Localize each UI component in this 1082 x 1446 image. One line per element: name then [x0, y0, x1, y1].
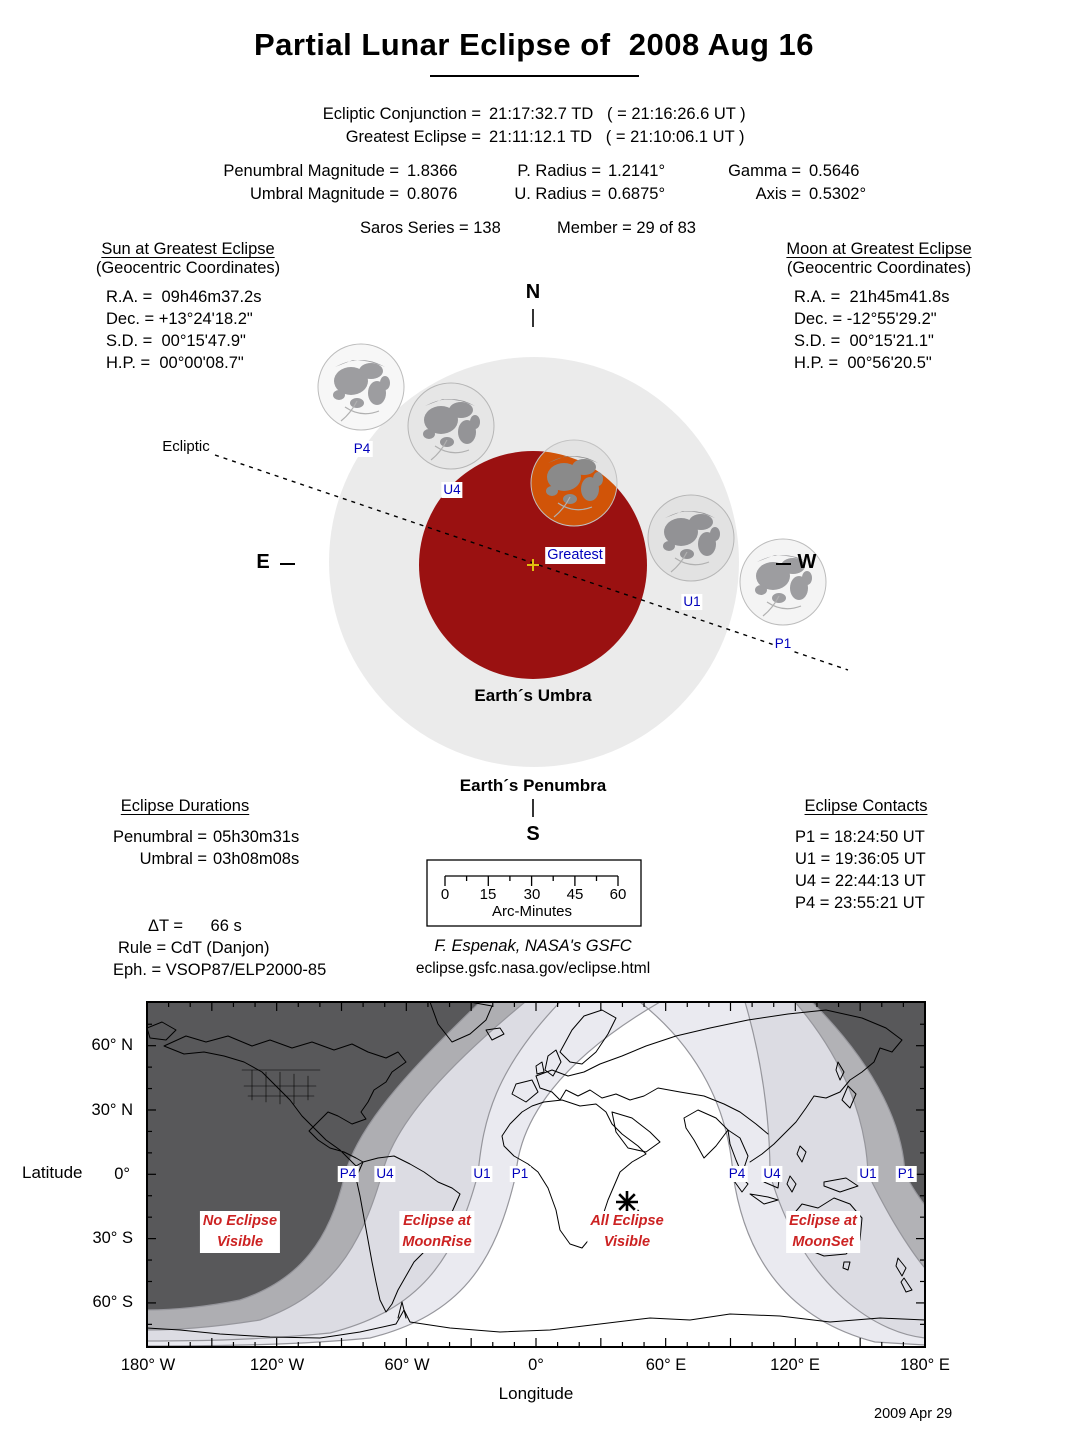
lat-0: 0° — [114, 1165, 130, 1183]
conjunction-value: 21:17:32.7 TD ( = 21:16:26.6 UT ) — [489, 105, 746, 123]
axis-value: 0.5302° — [809, 185, 867, 203]
contact-u4-time: U4 = 22:44:13 UT — [795, 872, 926, 890]
ecliptic-label: Ecliptic — [162, 438, 210, 455]
region-moonset-line2: MoonSet — [792, 1234, 854, 1251]
conjunction-label: Ecliptic Conjunction = — [322, 105, 481, 123]
moon-sd: S.D. = 00°15'21.1" — [794, 332, 934, 350]
sun-block-title: Sun at Greatest Eclipse — [101, 240, 275, 258]
pen-mag-value: 1.8366 — [407, 162, 458, 180]
umb-mag-value: 0.8076 — [407, 185, 458, 203]
region-moonrise-line1: Eclipse at — [403, 1213, 471, 1229]
penumbra-label: Earth´s Penumbra — [459, 776, 607, 795]
lat-30n: 30° N — [91, 1101, 133, 1119]
sun-ra: R.A. = 09h46m37.2s — [106, 288, 262, 306]
umbral-duration-label: Umbral = — [139, 850, 207, 868]
lon-120e: 120° E — [770, 1356, 820, 1374]
ephemeris: Eph. = VSOP87/ELP2000-85 — [113, 961, 327, 979]
map-contact-west-p4: P4 — [339, 1166, 357, 1181]
sun-sd: S.D. = 00°15'47.9" — [106, 332, 246, 350]
moon-block-subtitle: (Geocentric Coordinates) — [786, 259, 972, 277]
map-contact-east-u4: U4 — [763, 1166, 781, 1181]
scale-tick-30: 30 — [523, 886, 541, 903]
lon-180e: 180° E — [900, 1356, 950, 1374]
p-radius-value: 1.2141° — [608, 162, 666, 180]
south-label: S — [526, 823, 540, 845]
greatest-eclipse-star — [616, 1191, 638, 1213]
lon-0: 0° — [528, 1356, 544, 1374]
region-moonset-line1: Eclipse at — [789, 1213, 857, 1229]
scale-tick-15: 15 — [479, 886, 497, 903]
latitude-axis-label: Latitude — [22, 1163, 83, 1182]
rule: Rule = CdT (Danjon) — [118, 939, 270, 957]
p-radius-label: P. Radius = — [517, 162, 601, 180]
north-label: N — [525, 281, 541, 303]
diagram-contact-u4: U4 — [443, 482, 461, 497]
region-label-moonrise — [399, 1211, 474, 1253]
moon-u1 — [648, 495, 734, 581]
region-no-eclipse-line2: Visible — [216, 1234, 264, 1251]
shadow-diagram — [215, 309, 848, 817]
umbral-duration-value: 03h08m08s — [213, 850, 300, 868]
map-contact-east-p1: P1 — [897, 1166, 915, 1181]
contact-p4-time: P4 = 23:55:21 UT — [795, 894, 925, 912]
axis-label: Axis = — [755, 185, 801, 203]
diagram-contact-u1: U1 — [683, 594, 701, 609]
umbra-label: Earth´s Umbra — [474, 686, 592, 705]
sun-block-subtitle: (Geocentric Coordinates) — [95, 259, 281, 277]
umb-mag-label: Umbral Magnitude = — [249, 185, 399, 203]
map-contact-west-u4: U4 — [376, 1166, 394, 1181]
penumbral-duration-label: Penumbral = — [112, 828, 207, 846]
region-no-eclipse-line1: No Eclipse — [202, 1213, 278, 1229]
moon-hp: H.P. = 00°56'20.5" — [794, 354, 932, 372]
east-label: E — [256, 551, 270, 573]
region-label-no-eclipse — [200, 1211, 280, 1253]
gamma-label: Gamma = — [728, 162, 801, 180]
moon-greatest — [531, 440, 617, 526]
scale-units-label: Arc-Minutes — [491, 903, 573, 920]
delta-t: ΔT = 66 s — [148, 917, 242, 935]
region-label-all-eclipse — [587, 1211, 666, 1253]
diagram-contact-greatest: Greatest — [547, 547, 603, 563]
region-all-eclipse-line2: Visible — [603, 1234, 651, 1251]
lat-60s: 60° S — [92, 1293, 133, 1311]
page-title: Partial Lunar Eclipse of 2008 Aug 16 — [253, 27, 815, 62]
moon-block-title: Moon at Greatest Eclipse — [786, 240, 972, 258]
moon-dec: Dec. = -12°55'29.2" — [794, 310, 937, 328]
map-contact-west-p1: P1 — [511, 1166, 529, 1181]
lat-30s: 30° S — [92, 1229, 133, 1247]
author-credit: F. Espenak, NASA's GSFC — [434, 937, 632, 955]
u-radius-value: 0.6875° — [608, 185, 666, 203]
diagram-contact-p1: P1 — [774, 636, 792, 651]
region-label-moonset — [786, 1211, 860, 1253]
lon-180w: 180° W — [120, 1356, 176, 1374]
greatest-value: 21:11:12.1 TD ( = 21:10:06.1 UT ) — [489, 128, 745, 146]
lat-60n: 60° N — [91, 1036, 133, 1054]
u-radius-label: U. Radius = — [514, 185, 601, 203]
contact-p1-time: P1 = 18:24:50 UT — [795, 828, 925, 846]
sun-dec: Dec. = +13°24'18.2" — [106, 310, 253, 328]
durations-title: Eclipse Durations — [120, 797, 250, 815]
contact-u1-time: U1 = 19:36:05 UT — [795, 850, 926, 868]
moon-p4 — [318, 344, 404, 430]
greatest-label: Greatest Eclipse = — [345, 128, 481, 146]
diagram-contact-p4: P4 — [353, 441, 371, 456]
scale-tick-45: 45 — [566, 886, 584, 903]
region-all-eclipse-line1: All Eclipse — [590, 1213, 664, 1229]
visibility-map — [147, 1002, 925, 1347]
moon-ra: R.A. = 21h45m41.8s — [794, 288, 950, 306]
saros-series: Saros Series = 138 — [360, 219, 501, 237]
saros-member: Member = 29 of 83 — [557, 219, 696, 237]
scale-tick-60: 60 — [609, 886, 627, 903]
sun-hp: H.P. = 00°00'08.7" — [106, 354, 244, 372]
scale-tick-0: 0 — [440, 886, 450, 903]
lon-120w: 120° W — [249, 1356, 305, 1374]
map-contact-west-u1: U1 — [473, 1166, 491, 1181]
region-moonrise-line2: MoonRise — [402, 1234, 472, 1251]
lon-60w: 60° W — [384, 1356, 430, 1374]
west-label: W — [797, 551, 817, 573]
longitude-axis-label: Longitude — [498, 1384, 574, 1403]
map-contact-east-p4: P4 — [728, 1166, 746, 1181]
penumbral-duration-value: 05h30m31s — [213, 828, 300, 846]
map-contact-east-u1: U1 — [859, 1166, 877, 1181]
credit-url: eclipse.gsfc.nasa.gov/eclipse.html — [415, 960, 651, 977]
moon-u4 — [408, 383, 494, 469]
lon-60e: 60° E — [645, 1356, 687, 1374]
pen-mag-label: Penumbral Magnitude = — [223, 162, 399, 180]
contacts-title: Eclipse Contacts — [804, 797, 928, 815]
gamma-value: 0.5646 — [809, 162, 860, 180]
revision-date: 2009 Apr 29 — [874, 1406, 953, 1422]
